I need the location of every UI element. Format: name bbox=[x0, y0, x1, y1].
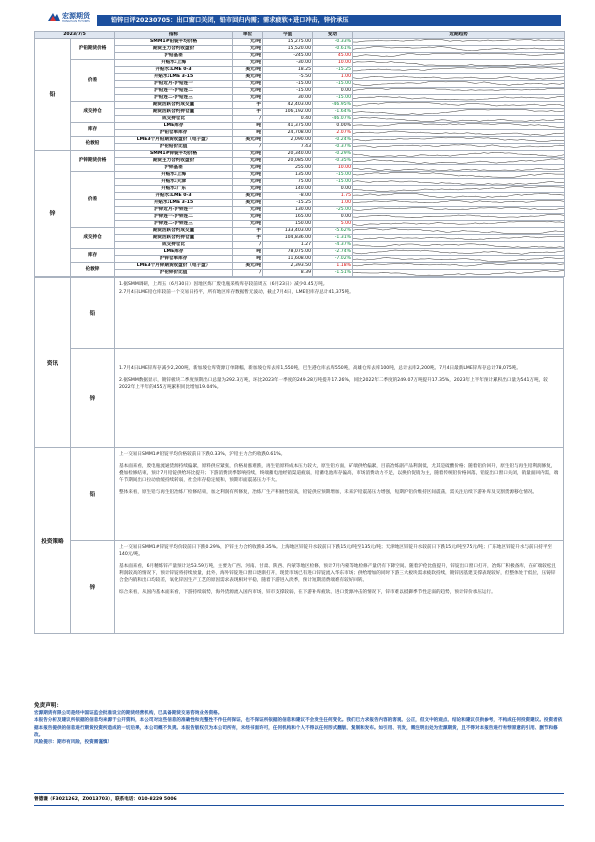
trend-sparkline bbox=[353, 81, 565, 88]
table-row bbox=[35, 179, 565, 186]
indicator-unit: 元/吨 bbox=[233, 179, 263, 186]
table-row bbox=[35, 88, 565, 95]
table-row bbox=[35, 235, 565, 242]
trend-sparkline bbox=[353, 207, 565, 214]
sparkline-icon bbox=[353, 39, 564, 45]
indicator-name: 沪铅基差 bbox=[115, 53, 233, 60]
indicator-unit: 吨 bbox=[233, 123, 263, 130]
column-header: 指标 bbox=[115, 32, 233, 39]
indicator-change: -1.31% bbox=[313, 235, 353, 242]
table-row bbox=[35, 165, 565, 172]
sparkline-icon bbox=[353, 116, 564, 122]
trend-sparkline bbox=[353, 39, 565, 46]
trend-sparkline bbox=[353, 200, 565, 207]
table-row bbox=[35, 221, 565, 228]
sparkline-icon bbox=[353, 158, 564, 164]
indicator-value: -5.50 bbox=[263, 74, 313, 81]
trend-sparkline bbox=[353, 172, 565, 179]
table-row bbox=[35, 74, 565, 81]
table-row bbox=[35, 67, 565, 74]
logo-text-cn: 宏源期货 bbox=[62, 12, 90, 20]
trend-sparkline bbox=[353, 95, 565, 102]
trend-sparkline bbox=[353, 186, 565, 193]
indicator-unit: 手 bbox=[233, 228, 263, 235]
table-row bbox=[35, 46, 565, 53]
indicator-change: 0.00% bbox=[313, 123, 353, 130]
indicator-unit: 元/吨 bbox=[233, 60, 263, 67]
sparkline-icon bbox=[353, 270, 564, 276]
column-header: 单位 bbox=[233, 32, 263, 39]
strategy-lead-p3: 整体来看，原生铅与再生铅冶炼厂检修结束，加之利润有所修复，冶炼厂生产积极性较高，铅锭供应预期增加，未来沪铅震荡压力增强，短期沪铅价维持区间震荡，需关注后续下游补库及交割货源移仓情况。 bbox=[119, 490, 538, 495]
indicator-name: 期货主力合约收盘价 bbox=[115, 158, 233, 165]
indicator-name: LME3个月铅期货收盘价（电子盘） bbox=[115, 137, 233, 144]
indicator-name: 沪铅连一-沪铅连二 bbox=[115, 88, 233, 95]
indicator-unit: 手 bbox=[233, 235, 263, 242]
indicator-name: 期货活跃合约成交量 bbox=[115, 102, 233, 109]
indicator-value: 30.00 bbox=[263, 95, 313, 102]
sparkline-icon bbox=[353, 137, 564, 143]
indicator-name: 沪伦锌价比值 bbox=[115, 270, 233, 277]
column-header: 今值 bbox=[263, 32, 313, 39]
disclaimer-title: 免责声明： bbox=[34, 703, 62, 709]
indicator-name: LME库存 bbox=[115, 123, 233, 130]
group-label: 伦敦铅 bbox=[71, 137, 115, 151]
indicator-name: LME库存 bbox=[115, 249, 233, 256]
table-row bbox=[35, 95, 565, 102]
indicator-change: -1.64% bbox=[313, 109, 353, 116]
trend-sparkline bbox=[353, 137, 565, 144]
strategy-label: 投资策略 bbox=[35, 448, 71, 633]
sparkline-icon bbox=[353, 228, 564, 234]
indicator-unit: 元/吨 bbox=[233, 95, 263, 102]
trend-sparkline bbox=[353, 144, 565, 151]
table-row bbox=[35, 172, 565, 179]
indicator-change: 0.00 bbox=[313, 214, 353, 221]
indicator-change: -0.24% bbox=[313, 137, 353, 144]
sparkline-icon bbox=[353, 256, 564, 262]
indicator-unit: 美元/吨 bbox=[233, 137, 263, 144]
trend-sparkline bbox=[353, 74, 565, 81]
trend-sparkline bbox=[353, 67, 565, 74]
table-row bbox=[35, 186, 565, 193]
trend-sparkline bbox=[353, 158, 565, 165]
indicator-unit: 元/吨 bbox=[233, 151, 263, 158]
indicator-value: 2,090.00 bbox=[263, 137, 313, 144]
indicator-unit: / bbox=[233, 144, 263, 151]
footer-rule bbox=[34, 805, 564, 806]
sparkline-icon bbox=[353, 95, 564, 101]
sparkline-icon bbox=[353, 102, 564, 108]
info-zinc-label: 锌 bbox=[71, 349, 115, 447]
trend-sparkline bbox=[353, 256, 565, 263]
indicator-change: 1.75 bbox=[313, 193, 353, 200]
indicator-value: 165.00 bbox=[263, 214, 313, 221]
indicator-name: 升贴水:天津 bbox=[115, 179, 233, 186]
section-label-zinc: 锌 bbox=[35, 151, 71, 277]
indicator-unit: / bbox=[233, 270, 263, 277]
table-row bbox=[35, 144, 565, 151]
strategy-zinc-text bbox=[115, 541, 563, 633]
sparkline-icon bbox=[353, 81, 564, 87]
indicator-change: -15.00 bbox=[313, 172, 353, 179]
section-label-lead: 铅 bbox=[35, 39, 71, 151]
indicator-unit: 元/吨 bbox=[233, 53, 263, 60]
indicator-change: 45.00 bbox=[313, 53, 353, 60]
table-row bbox=[35, 228, 565, 235]
group-label: 成交持仓 bbox=[71, 102, 115, 123]
indicator-value: 7.43 bbox=[263, 144, 313, 151]
indicator-value: -15.25 bbox=[263, 200, 313, 207]
indicator-change: 5.00 bbox=[313, 221, 353, 228]
indicator-name: 沪铅仓单库存 bbox=[115, 130, 233, 137]
logo-mark-icon bbox=[47, 11, 61, 23]
table-row bbox=[35, 53, 565, 60]
indicator-change: 1.00 bbox=[313, 74, 353, 81]
indicator-value: 41,375.00 bbox=[263, 123, 313, 130]
table-date: 2023/7/5 bbox=[35, 32, 115, 39]
indicator-value: 1.27 bbox=[263, 242, 313, 249]
strategy-section bbox=[35, 447, 563, 633]
info-label: 资讯 bbox=[35, 278, 71, 447]
indicator-unit: 元/吨 bbox=[233, 81, 263, 88]
indicator-value: 18.25 bbox=[263, 67, 313, 74]
indicator-value: 150.00 bbox=[263, 221, 313, 228]
indicator-unit: 元/吨 bbox=[233, 165, 263, 172]
indicator-name: 升贴水:LME 0-3 bbox=[115, 67, 233, 74]
indicator-change: 1.18% bbox=[313, 263, 353, 270]
indicator-value: 140.00 bbox=[263, 186, 313, 193]
indicator-name: 升贴水:LME 0-3 bbox=[115, 193, 233, 200]
group-label: 成交持仓 bbox=[71, 228, 115, 249]
indicator-value: 130.00 bbox=[263, 207, 313, 214]
sparkline-icon bbox=[353, 46, 564, 52]
indicator-unit: 元/吨 bbox=[233, 221, 263, 228]
indicator-change: 0.00 bbox=[313, 186, 353, 193]
indicator-name: 升贴水:上海 bbox=[115, 172, 233, 179]
table-row bbox=[35, 39, 565, 46]
indicator-name: 期货主力合约收盘价 bbox=[115, 46, 233, 53]
indicator-name: 期货活跃合约持仓量 bbox=[115, 109, 233, 116]
table-row bbox=[35, 242, 565, 249]
indicator-unit: 美元/吨 bbox=[233, 74, 263, 81]
indicator-unit: 元/吨 bbox=[233, 39, 263, 46]
indicator-name: 升贴水:上海 bbox=[115, 60, 233, 67]
table-row bbox=[35, 116, 565, 123]
table-row bbox=[35, 137, 565, 144]
sparkline-icon bbox=[353, 172, 564, 178]
table-row bbox=[35, 123, 565, 130]
indicator-value: 75.00 bbox=[263, 179, 313, 186]
indicator-name: 沪锌连一-沪锌连二 bbox=[115, 214, 233, 221]
table-row bbox=[35, 60, 565, 67]
indicator-unit: 吨 bbox=[233, 256, 263, 263]
trend-sparkline bbox=[353, 242, 565, 249]
indicator-unit: 美元/吨 bbox=[233, 67, 263, 74]
trend-sparkline bbox=[353, 249, 565, 256]
sparkline-icon bbox=[353, 207, 564, 213]
indicator-value: -245.00 bbox=[263, 53, 313, 60]
indicator-name: 沪锌基差 bbox=[115, 165, 233, 172]
indicator-unit: 手 bbox=[233, 109, 263, 116]
logo-text-en: HONGYUAN FUTURES bbox=[62, 20, 90, 23]
indicator-value: 133,403.00 bbox=[263, 228, 313, 235]
indicator-unit: 美元/吨 bbox=[233, 193, 263, 200]
indicator-change: -4.37% bbox=[313, 242, 353, 249]
indicator-change: -1.51% bbox=[313, 270, 353, 277]
indicator-change: -0.37% bbox=[313, 144, 353, 151]
indicator-change: -5.62% bbox=[313, 228, 353, 235]
trend-sparkline bbox=[353, 130, 565, 137]
indicator-name: LME3个月锌期货收盘价（电子盘） bbox=[115, 263, 233, 270]
table-row bbox=[35, 200, 565, 207]
table-header-row bbox=[35, 32, 565, 39]
indicator-change: -15.00 bbox=[313, 179, 353, 186]
indicator-change: -15.00 bbox=[313, 81, 353, 88]
indicator-value: 106,192.00 bbox=[263, 109, 313, 116]
trend-sparkline bbox=[353, 109, 565, 116]
indicator-name: 沪铅连二-沪铅连三 bbox=[115, 95, 233, 102]
info-zinc-text bbox=[115, 349, 563, 447]
indicator-value: -8.00 bbox=[263, 193, 313, 200]
indicator-name: 升贴水:广东 bbox=[115, 186, 233, 193]
indicator-change: 0.00 bbox=[313, 88, 353, 95]
indicator-name: SMM1#铅锭平均价格 bbox=[115, 39, 233, 46]
column-header: 变动 bbox=[313, 32, 353, 39]
sparkline-icon bbox=[353, 193, 564, 199]
strategy-zinc-p2: 基本面来看，6月精炼锌产量预计达53.59万吨，主要为广西、河南、甘肃、陕西、内蒙等地区检修，预计7月内蒙等地检修产量仍有下降空间。随着沪伦比值提升，锌锭出口窗口打开，冶炼厂积极备库，在矿端较松且利润较高的情况下，预计锌锭将持续放量，此外，海外锌锭进口窗口逐渐打开，现货市场已有进口锌锭流入华东市场；供给增加的同时下游三大板块需求疲软持续，镀锌因基建支撑表现较好，但整体处于低位，压铸锌合金内销和出口均较差，氧化锌因生产工艺的原因需求表现相对平稳，随着下游进入淡季，预计短期消费端难有较好回转。 bbox=[119, 564, 557, 583]
indicator-name: 沪伦铅价比值 bbox=[115, 144, 233, 151]
table-row bbox=[35, 109, 565, 116]
indicator-change: 10.00 bbox=[313, 60, 353, 67]
strategy-lead-p2: 基本面来看，废电瓶流通货源持续偏紧，原料供应紧张，价格易涨难跌，再生铅原料成本压力较大，原生铅方面，矿端供给偏紧，目前冶炼副产品利润低，尤其是硫酸价格；随着铅价回升，原生铅与再生铅利润修复，叠加检修结束，预计7月铅锭供给环比提升；下游消费淡季影响持续，终端蓄电池经销渠道疲弱，铅蓄电池库存偏高，市场消费动力不足，以换价促销为主，随着传统铅价格回落，铅锭出口窗口关闭，销量面回内需，端午节期间出口拉动放缓持续转弱，社会库存稳定缓和，预期市面震荡压力不大。 bbox=[119, 464, 559, 483]
info-zinc-p1: 1.7月4日LME锌库存减少2,200吨，新加坡仓库资源订单降幅，新加坡仓库去库1,550吨，巴生港仓库去库550吨，高雄仓库去库100吨，总计去库2,200吨。7月4日最新LME锌库存总计78,075吨。 bbox=[119, 366, 521, 371]
indicator-unit: 吨 bbox=[233, 130, 263, 137]
indicator-change: -7.02% bbox=[313, 256, 353, 263]
indicator-unit: 元/吨 bbox=[233, 88, 263, 95]
group-label: 库存 bbox=[71, 249, 115, 263]
risk-warning: 风险提示：期市有风险，投资需谨慎！ bbox=[34, 740, 113, 746]
report-header bbox=[0, 0, 595, 29]
indicator-name: 沪锌连二-沪锌连三 bbox=[115, 221, 233, 228]
sparkline-icon bbox=[353, 200, 564, 206]
sparkline-icon bbox=[353, 109, 564, 115]
indicator-unit: 元/吨 bbox=[233, 207, 263, 214]
info-lead-label: 铅 bbox=[71, 278, 115, 348]
sparkline-icon bbox=[353, 186, 564, 192]
indicator-change: -2.74% bbox=[313, 249, 353, 256]
strategy-lead-text bbox=[115, 448, 563, 540]
sparkline-icon bbox=[353, 123, 564, 129]
strategy-zinc-p1: 上一交易日SMM1#锌锭平均价较前日下跌0.29%，沪锌主力合约收跌0.35%。上海地区锌锭升水较前日下跌15元/吨至135元/吨；天津地区锌锭升水较前日下跌15元/吨至75元/吨；广东地区锌锭升水与前日持平至140元/吨。 bbox=[119, 545, 553, 557]
indicator-value: 0.40 bbox=[263, 116, 313, 123]
indicator-name: 升贴水:LME 3-15 bbox=[115, 74, 233, 81]
sparkline-icon bbox=[353, 165, 564, 171]
indicator-value: 24,708.00 bbox=[263, 130, 313, 137]
strategy-zinc-label: 锌 bbox=[71, 541, 115, 633]
table-row bbox=[35, 130, 565, 137]
sparkline-icon bbox=[353, 144, 564, 150]
indicator-change: -0.33% bbox=[313, 39, 353, 46]
group-label: 沪铅期货价格 bbox=[71, 39, 115, 60]
indicator-unit: 美元/吨 bbox=[233, 200, 263, 207]
indicator-unit: 手 bbox=[233, 102, 263, 109]
trend-sparkline bbox=[353, 123, 565, 130]
indicator-value: 104,836.00 bbox=[263, 235, 313, 242]
indicator-value: -15.00 bbox=[263, 88, 313, 95]
indicator-unit: / bbox=[233, 116, 263, 123]
indicator-name: 沪锌近月-沪锌连一 bbox=[115, 207, 233, 214]
trend-sparkline bbox=[353, 60, 565, 67]
indicator-change: 1.00 bbox=[313, 200, 353, 207]
table-row bbox=[35, 193, 565, 200]
table-row bbox=[35, 81, 565, 88]
indicator-value: 20,340.00 bbox=[263, 151, 313, 158]
group-label: 价差 bbox=[71, 172, 115, 228]
disclaimer-body: 本报告分析及建议所依据的信息均来源于公开资料，本公司对这些信息的准确性和完整性不作任何保证，也不保证所依据的信息和建议不会发生任何变化。我们已力求报告内容的客观、公正，但文中的观点、结论和建议仅供参考，不构成任何投资建议。投资者依据本报告提供的信息进行期货投资所造成的一切后果，本公司概不负责。本报告版权仅为本公司所有，未经书面许可，任何机构和个人不得以任何形式翻版、复制和发布。如引用、刊发，需注明出处为宏源期货，且不得对本报告进行有悖原意的引用、删节和修改。 bbox=[34, 718, 563, 738]
strategy-lead-p1: 上一交易日SMM1#铅锭平均价格较前日下跌0.33%，沪铅主力合约收跌0.61%。 bbox=[119, 452, 286, 457]
trend-sparkline bbox=[353, 165, 565, 172]
trend-sparkline bbox=[353, 221, 565, 228]
sparkline-icon bbox=[353, 60, 564, 66]
data-table bbox=[34, 31, 565, 277]
sparkline-icon bbox=[353, 88, 564, 94]
sparkline-icon bbox=[353, 235, 564, 241]
indicator-unit: 元/吨 bbox=[233, 158, 263, 165]
indicator-unit: 吨 bbox=[233, 249, 263, 256]
trend-sparkline bbox=[353, 53, 565, 60]
sparkline-icon bbox=[353, 151, 564, 157]
table-row bbox=[35, 263, 565, 270]
indicator-change: -0.35% bbox=[313, 158, 353, 165]
indicator-value: 255.00 bbox=[263, 165, 313, 172]
sparkline-icon bbox=[353, 67, 564, 73]
data-table-wrap bbox=[34, 31, 564, 277]
company-logo bbox=[47, 11, 93, 25]
indicator-name: 沪锌仓单库存 bbox=[115, 256, 233, 263]
indicator-value: -30.00 bbox=[263, 60, 313, 67]
table-row bbox=[35, 249, 565, 256]
trend-sparkline bbox=[353, 179, 565, 186]
indicator-change: 2.07% bbox=[313, 130, 353, 137]
indicator-name: 沪铅近月-沪铅连一 bbox=[115, 81, 233, 88]
indicator-value: -15.00 bbox=[263, 81, 313, 88]
trend-sparkline bbox=[353, 193, 565, 200]
indicator-value: 15,275.00 bbox=[263, 39, 313, 46]
sparkline-icon bbox=[353, 179, 564, 185]
group-label: 价差 bbox=[71, 60, 115, 102]
indicator-name: 成交持仓比 bbox=[115, 116, 233, 123]
indicator-name: 期货活跃合约成交量 bbox=[115, 228, 233, 235]
trend-sparkline bbox=[353, 263, 565, 270]
info-section bbox=[35, 277, 563, 447]
indicator-unit: / bbox=[233, 242, 263, 249]
sparkline-icon bbox=[353, 249, 564, 255]
group-label: 库存 bbox=[71, 123, 115, 137]
indicator-unit: 美元/吨 bbox=[233, 263, 263, 270]
indicator-value: 2,393.50 bbox=[263, 263, 313, 270]
indicator-name: 期货活跃合约持仓量 bbox=[115, 235, 233, 242]
disclaimer bbox=[34, 703, 564, 746]
table-row bbox=[35, 151, 565, 158]
indicator-unit: 元/吨 bbox=[233, 46, 263, 53]
trend-sparkline bbox=[353, 116, 565, 123]
indicator-value: 15,520.00 bbox=[263, 46, 313, 53]
indicator-change: -0.61% bbox=[313, 46, 353, 53]
indicator-unit: 元/吨 bbox=[233, 172, 263, 179]
trend-sparkline bbox=[353, 88, 565, 95]
indicator-value: 8.39 bbox=[263, 270, 313, 277]
indicator-change: -15.25 bbox=[313, 67, 353, 74]
sparkline-icon bbox=[353, 242, 564, 248]
column-header: 近期趋势 bbox=[353, 32, 565, 39]
info-lead-text bbox=[115, 278, 563, 348]
indicator-change: -46.07% bbox=[313, 116, 353, 123]
analyst-contact: 曾德谦（F3021262，Z0013703），联系电话：010-8229 5006 bbox=[34, 793, 564, 802]
table-row bbox=[35, 270, 565, 277]
strategy-zinc-p3: 综合来看，从国内基本面来看，下游持续弱势，海外货源流入国内市场，锌市支撑较弱，在下游补库疲软、进口货源冲击的情况下，锌市难以抵御季节性走弱的趋势，预计锌价承压运行。 bbox=[119, 590, 496, 595]
table-row bbox=[35, 214, 565, 221]
table-row bbox=[35, 102, 565, 109]
indicator-value: 42,403.00 bbox=[263, 102, 313, 109]
group-label: 伦敦锌 bbox=[71, 263, 115, 277]
indicator-unit: 元/吨 bbox=[233, 186, 263, 193]
indicator-change: -0.29% bbox=[313, 151, 353, 158]
table-row bbox=[35, 158, 565, 165]
indicator-name: SMM1#锌锭平均价格 bbox=[115, 151, 233, 158]
sparkline-icon bbox=[353, 74, 564, 80]
group-label: 沪锌期货价格 bbox=[71, 151, 115, 172]
indicator-value: 20,085.00 bbox=[263, 158, 313, 165]
trend-sparkline bbox=[353, 270, 565, 277]
table-row bbox=[35, 207, 565, 214]
trend-sparkline bbox=[353, 214, 565, 221]
sparkline-icon bbox=[353, 53, 564, 59]
sparkline-icon bbox=[353, 214, 564, 220]
indicator-name: 升贴水:LME 3-15 bbox=[115, 200, 233, 207]
disclaimer-company: 宏源期货有限公司是经中国证监会批准设立的期货经营机构，已具备期货交易咨询业务资格。 bbox=[34, 711, 223, 717]
sparkline-icon bbox=[353, 221, 564, 227]
trend-sparkline bbox=[353, 102, 565, 109]
indicator-value: 78,075.00 bbox=[263, 249, 313, 256]
indicator-change: -25.00 bbox=[313, 207, 353, 214]
info-lead-p1: 1.据SMM调研，上周五（6月30日）因地区炼厂废电瓶采购库存较前周五（6月23日）减少0.45万吨。 bbox=[119, 282, 328, 287]
report-title: 铅锌日评20230705：出口窗口关闭，铅市回归内需；需求疲软+进口冲击，锌价承压 bbox=[97, 15, 561, 26]
info-lead-p2: 2.7月4日LME铅仓库较前一个交易日持平，所有地区库存数据暂无波动，截止7月4日，LME铅库存总计41,375吨。 bbox=[119, 290, 354, 295]
trend-sparkline bbox=[353, 151, 565, 158]
indicator-unit: 元/吨 bbox=[233, 214, 263, 221]
sparkline-icon bbox=[353, 263, 564, 269]
table-row bbox=[35, 256, 565, 263]
text-sections bbox=[34, 277, 564, 634]
indicator-value: 11,608.00 bbox=[263, 256, 313, 263]
sparkline-icon bbox=[353, 130, 564, 136]
indicator-change: 10.00 bbox=[313, 165, 353, 172]
trend-sparkline bbox=[353, 235, 565, 242]
indicator-change: -15.00 bbox=[313, 95, 353, 102]
info-zinc-p2: 2.据SMM数据显示，镀锌板块二季度预期出口总量为292.3万吨，环比2023年一季度的249.28万吨提升17.26%，同比2022年二季度的249.07万吨提升17.35%，2023年上半年预计累积出口量为541万吨，较2022年上半年的455万吨累积同比增加19.04%。 bbox=[119, 378, 548, 390]
indicator-change: -46.95% bbox=[313, 102, 353, 109]
indicator-value: 135.00 bbox=[263, 172, 313, 179]
strategy-lead-label: 铅 bbox=[71, 448, 115, 540]
trend-sparkline bbox=[353, 46, 565, 53]
indicator-name: 成交持仓比 bbox=[115, 242, 233, 249]
trend-sparkline bbox=[353, 228, 565, 235]
